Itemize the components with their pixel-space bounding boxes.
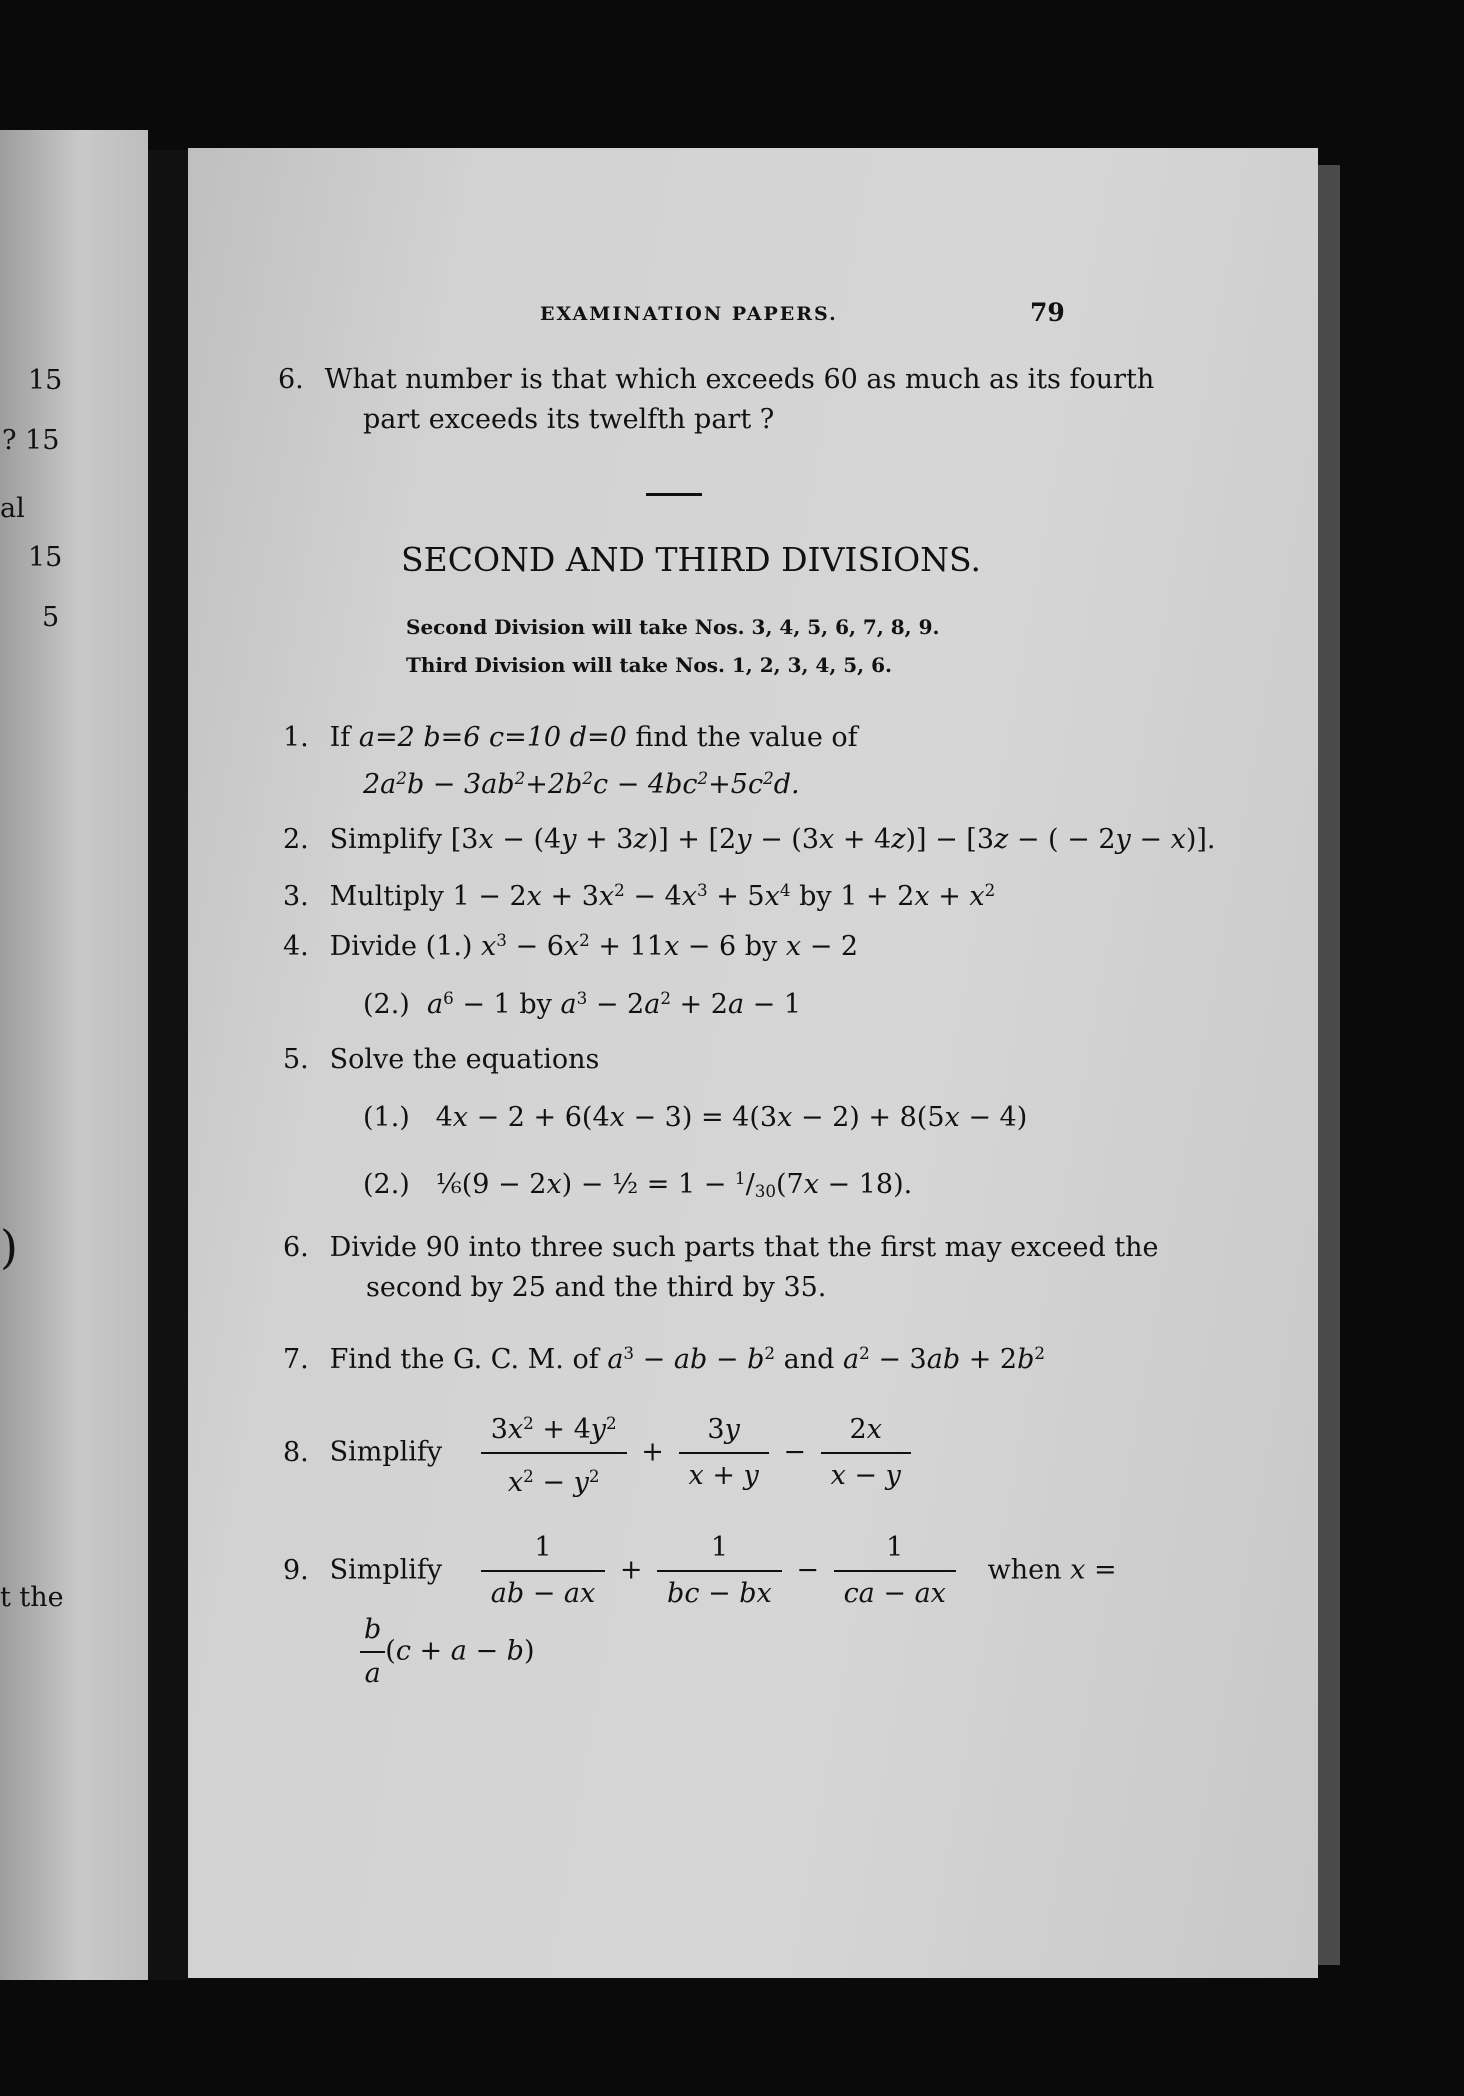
question-4-part-2 <box>363 978 801 1025</box>
question-3 <box>283 870 995 917</box>
question-number: 4. <box>283 931 309 963</box>
question-text: Multiply <box>329 881 444 913</box>
expression: $2a^2b - 3ab^2+2b^2c - 4bc^2+5c^2d$. <box>363 768 800 801</box>
question-5 <box>283 1040 599 1080</box>
question-6 <box>283 1228 1159 1268</box>
given-values: a=2 b=6 c=10 d=0 <box>358 722 627 753</box>
division-note: Second Division will take Nos. 3, 4, 5, 6, 7, 8, 9. <box>406 615 940 639</box>
margin-fragment: al <box>0 493 25 524</box>
question-number: 8. <box>283 1436 309 1468</box>
prior-question <box>278 360 1154 400</box>
expression: 4x − 2 + 6(4x − 3) = 4(3x − 2) + 8(5x − 4) <box>435 1102 1028 1133</box>
expression: $1 + 2x + x^2$ <box>840 880 996 913</box>
question-number: 5. <box>283 1044 309 1075</box>
section-divider <box>646 493 702 496</box>
expression: (c + a − b) <box>385 1635 535 1667</box>
question-number: 3. <box>283 881 309 913</box>
fraction: $\frac{1}{ca - ax}$ <box>834 1528 956 1614</box>
part-label: (1.) <box>425 931 473 963</box>
expression: $1 - 2x + 3x^2 - 4x^3 + 5x^4$ <box>452 880 791 913</box>
question-number: 6. <box>283 1232 309 1263</box>
expression: [3x − (4y + 3z)] + [2y − (3x + 4z)] − [3z − ( − 2y − x)]. <box>450 824 1216 855</box>
part-label: (2.) <box>363 1169 410 1201</box>
book-gutter <box>148 150 188 1980</box>
question-9: 9. Simplify $\frac{1}{ab - ax}$ + $\frac{1}{bc - bx}$ − $\frac{1}{ca - ax}$ when x = <box>283 1528 1117 1614</box>
question-2 <box>283 820 1216 860</box>
margin-fragment: 5 <box>42 602 60 633</box>
expression: $a^6 - 1$ <box>427 988 511 1021</box>
part-label: (2.) <box>363 989 410 1021</box>
section-title: SECOND AND THIRD DIVISIONS. <box>401 540 981 579</box>
fraction: $\frac{3x^2 + 4y^2}{x^2 - y^2}$ <box>481 1403 627 1503</box>
question-text: If <box>329 722 351 753</box>
question-text: by <box>799 881 832 913</box>
question-9-continuation <box>360 1610 535 1694</box>
fraction: $\frac{3y}{x + y}$ <box>679 1410 769 1496</box>
question-text: when <box>987 1554 1062 1586</box>
fraction: $\frac{1}{ab - ax}$ <box>481 1528 606 1614</box>
margin-fragment: 15 <box>28 365 63 396</box>
question-6-continuation: second by 25 and the third by 35. <box>366 1272 827 1303</box>
page-number: 79 <box>1030 298 1065 327</box>
page-edge <box>1318 165 1340 1965</box>
expression: $x^3 - 6x^2 + 11x - 6$ <box>481 930 737 963</box>
book-page <box>188 148 1318 1978</box>
margin-fragment: ) <box>0 1220 18 1274</box>
expression: $a^2 - 3ab + 2b^2$ <box>842 1343 1046 1376</box>
question-number: 6. <box>278 364 304 395</box>
question-7 <box>283 1333 1045 1380</box>
margin-fragment: 15 <box>28 542 63 573</box>
question-number: 7. <box>283 1344 309 1376</box>
expression: x − 2 <box>785 931 859 963</box>
fraction: $\frac{1}{bc - bx}$ <box>657 1528 782 1614</box>
expression: $a^3 - 2a^2 + 2a - 1$ <box>560 988 802 1021</box>
running-title: EXAMINATION PAPERS. <box>540 303 838 325</box>
expression: $a^3$ − ab − $b^2$ <box>607 1343 776 1376</box>
question-8: 8. Simplify $\frac{3x^2 + 4y^2}{x^2 - y^2}$ + $\frac{3y}{x + y}$ − $\frac{2x}{x - y}$ <box>283 1403 917 1503</box>
left-page-fragment <box>0 130 148 1980</box>
fraction: $\frac{b}{a}$ <box>360 1610 385 1694</box>
question-text: Simplify <box>329 1554 443 1586</box>
equation-2 <box>363 1158 912 1211</box>
question-1 <box>283 718 858 758</box>
question-text: Simplify <box>329 1436 443 1468</box>
prior-question-continuation: part exceeds its twelfth part ? <box>363 404 775 435</box>
question-4 <box>283 920 858 967</box>
margin-fragment: t the <box>0 1582 64 1613</box>
question-text: Divide <box>329 931 418 963</box>
part-label: (1.) <box>363 1102 410 1133</box>
question-text: and <box>783 1344 835 1376</box>
division-note: Third Division will take Nos. 1, 2, 3, 4, 5, 6. <box>406 653 892 677</box>
expression: x = <box>1070 1554 1117 1586</box>
question-number: 1. <box>283 722 309 753</box>
fraction: $\frac{2x}{x - y}$ <box>821 1410 911 1496</box>
question-text: Simplify <box>329 824 443 855</box>
question-text: What number is that which exceeds 60 as much as its fourth <box>324 364 1155 395</box>
margin-fragment: ? 15 <box>2 425 60 456</box>
question-number: 9. <box>283 1554 309 1586</box>
question-text: by <box>744 931 778 963</box>
question-text: Divide 90 into three such parts that the first may exceed the <box>329 1232 1159 1263</box>
question-text: find the value of <box>635 722 858 753</box>
question-number: 2. <box>283 824 309 855</box>
question-text: Solve the equations <box>329 1044 600 1075</box>
equation-1 <box>363 1098 1027 1138</box>
expression: ⅙(9 − 2x) − ½ = $1 - ^1/_{30}(7x - 18)$. <box>435 1168 913 1202</box>
question-text: Find the G. C. M. of <box>329 1344 599 1376</box>
question-text: by <box>519 989 552 1021</box>
